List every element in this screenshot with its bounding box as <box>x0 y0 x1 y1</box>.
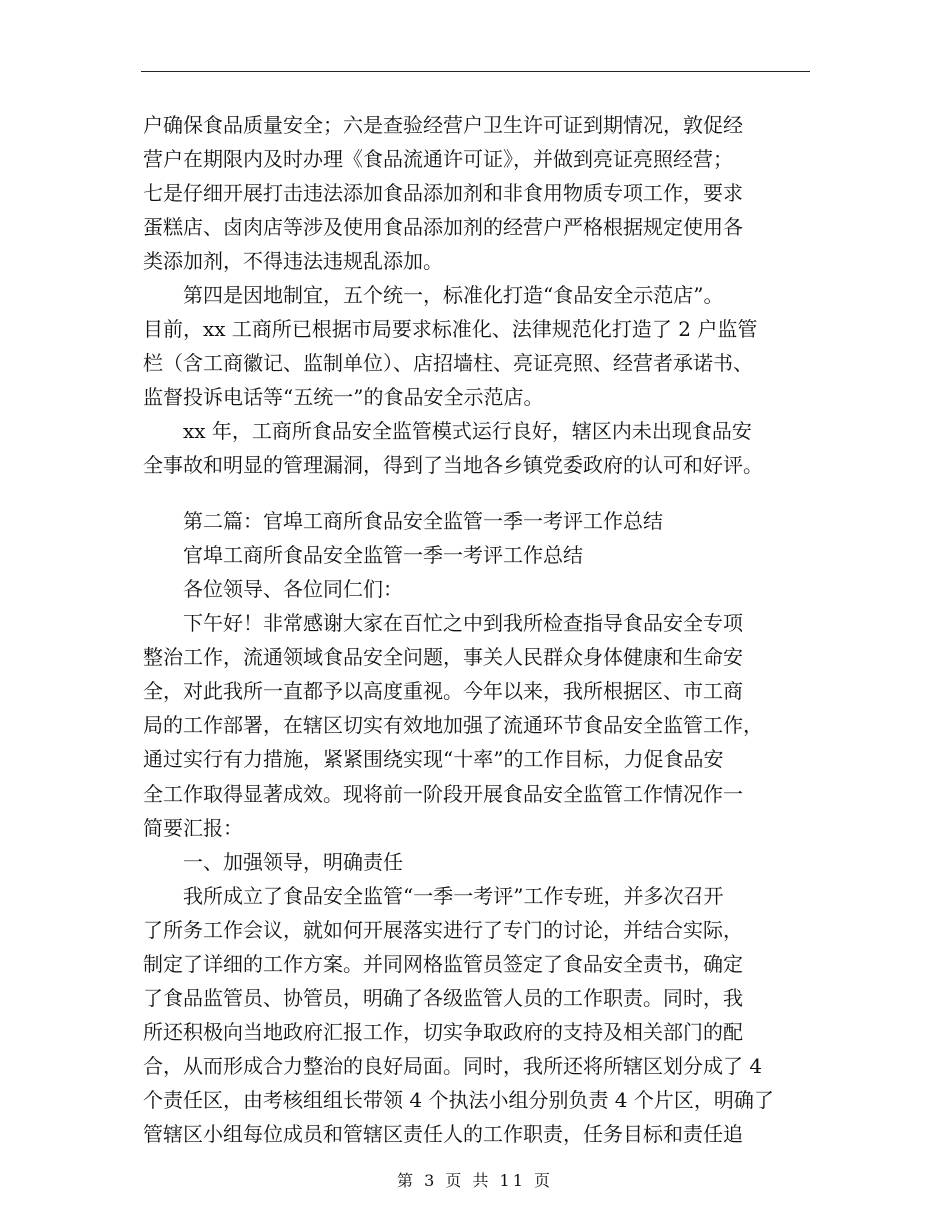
text-line: 下午好！非常感谢大家在百忙之中到我所检查指导食品安全专项 <box>183 611 743 636</box>
text-line: xx 年，工商所食品安全监管模式运行良好，辖区内未出现食品安 <box>183 419 752 444</box>
text-line: 管辖区小组每位成员和管辖区责任人的工作职责，任务目标和责任追 <box>143 1121 743 1146</box>
section-title: 第二篇：官埠工商所食品安全监管一季一考评工作总结 <box>183 509 663 534</box>
text-line: 我所成立了食品安全监管“一季一考评”工作专班，并多次召开 <box>183 883 724 908</box>
page-number: 第 3 页 共 11 页 <box>397 1171 553 1190</box>
text-line: 全工作取得显著成效。现将前一阶段开展食品安全监管工作情况作一 <box>143 781 743 806</box>
text-line: 类添加剂，不得违法违规乱添加。 <box>143 249 443 274</box>
text-line: 全事故和明显的管理漏洞，得到了当地各乡镇党委政府的认可和好评。 <box>143 453 763 478</box>
text-line: 栏（含工商徽记、监制单位）、店招墙柱、亮证亮照、经营者承诺书、 <box>143 351 753 376</box>
text-line: 蛋糕店、卤肉店等涉及使用食品添加剂的经营户严格根据规定使用各 <box>143 215 743 240</box>
text-line: 通过实行有力措施，紧紧围绕实现“十率”的工作目标，力促食品安 <box>143 747 724 772</box>
text-line: 整治工作，流通领域食品安全问题，事关人民群众身体健康和生命安 <box>143 645 743 670</box>
salutation: 各位领导、各位同仁们： <box>183 577 403 602</box>
text-line: 营户在期限内及时办理《食品流通许可证》，并做到亮证亮照经营； <box>143 147 733 172</box>
text-line: 七是仔细开展打击违法添加食品添加剂和非食用物质专项工作，要求 <box>143 181 743 206</box>
text-line: 合，从而形成合力整治的良好局面。同时，我所还将所辖区划分成了 4 <box>143 1053 763 1078</box>
text-line: 监督投诉电话等“五统一”的食品安全示范店。 <box>143 385 544 410</box>
text-line: 户确保食品质量安全；六是查验经营户卫生许可证到期情况，敦促经 <box>143 113 743 137</box>
text-line: 所还积极向当地政府汇报工作，切实争取政府的支持及相关部门的配 <box>143 1019 743 1044</box>
heading-1: 一、加强领导，明确责任 <box>183 849 403 874</box>
text-line: 了所务工作会议，就如何开展落实进行了专门的讨论，并结合实际， <box>143 917 743 942</box>
text-line: 制定了详细的工作方案。并同网格监管员签定了食品安全责书，确定 <box>143 951 743 976</box>
text-line: 全，对此我所一直都予以高度重视。今年以来，我所根据区、市工商 <box>143 679 743 704</box>
text-line: 个责任区，由考核组组长带领 4 个执法小组分别负责 4 个片区，明确了 <box>143 1087 774 1112</box>
text-line: 了食品监管员、协管员，明确了各级监管人员的工作职责。同时，我 <box>143 985 743 1010</box>
text-line: 局的工作部署，在辖区切实有效地加强了流通环节食品安全监管工作， <box>143 713 763 738</box>
text-line: 简要汇报： <box>143 815 243 840</box>
subtitle: 官埠工商所食品安全监管一季一考评工作总结 <box>183 543 583 568</box>
text-line: 目前，xx 工商所已根据市局要求标准化、法律规范化打造了 2 户监管 <box>143 317 758 342</box>
text-line: 第四是因地制宜，五个统一，标准化打造“食品安全示范店”。 <box>183 283 724 308</box>
header-rule <box>141 71 810 72</box>
